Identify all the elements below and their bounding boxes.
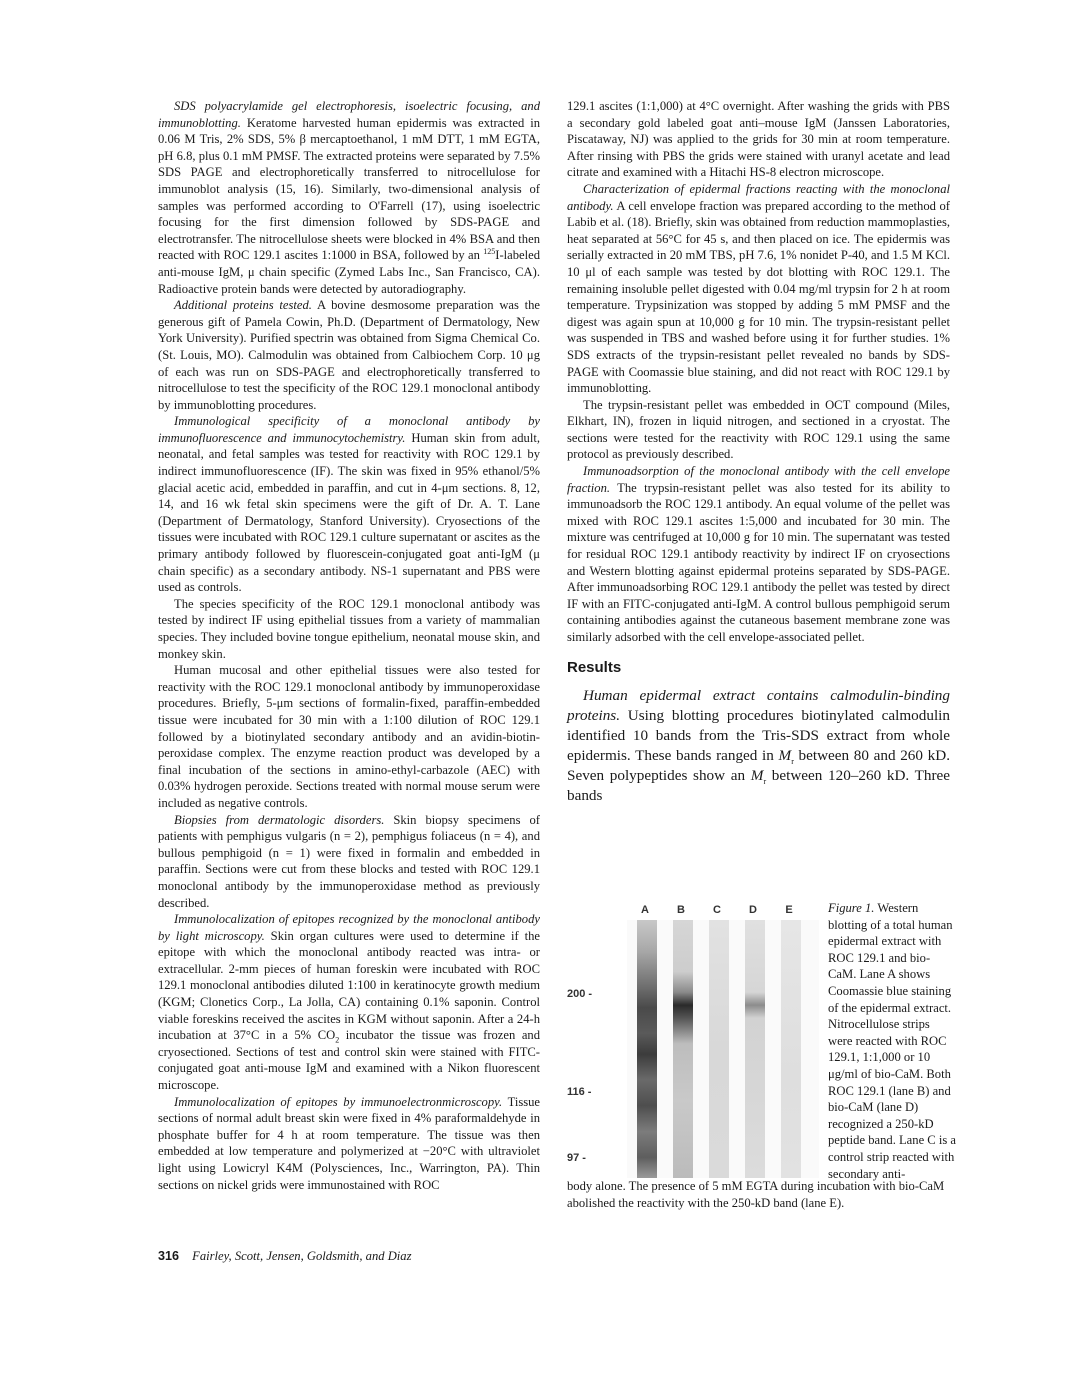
caption-text: Western blotting of a total human epidermal extract with ROC 129.1 and bio-CaM. Lane A shows Coomassie blue staining of the epidermal extract. Nitrocellulose strips were reacted with ROC 129.1, 1:1,000 or 10 μg/ml of bio-CaM. Both ROC 129.1 (lane B) and bio-CaM (lane D) recognized a 250-kD peptide band. Lane C is a control strip reacted with secondary anti- [828, 901, 956, 1181]
figure-1 [567, 900, 956, 1250]
mr-symbol: M [750, 767, 764, 785]
paragraph-text: Keratome harvested human epidermis was extracted in 0.06 M Tris, 2% SDS, 5% β mercaptoethanol, 1 mM DTT, 1 mM EGTA, pH 6.8, plus 0.1 mM PMSF. The extracted proteins were separated by 7.5% SDS PAGE and electrophoretically transferred to nitrocellulose for immunoblot analysis (15, 16). Similarly, two-dimensional analysis of samples was performed according to O'Farrell (17), using isoelectric focusing for the first dimension followed by SDS-PAGE and electrotransfer. The nitrocellulose sheets were blocked in 4% BSA and then reacted with ROC 129.1 ascites 1:1000 in BSA, followed by an [158, 115, 540, 263]
paragraph-heading: Biopsies from dermatologic disorders. [174, 812, 385, 827]
marker-97: 97 - [567, 1152, 586, 1164]
left-column [158, 98, 540, 1193]
lane-d [745, 920, 765, 1178]
paragraph-heading: Human epidermal extract contains calmodulin-binding proteins. [567, 687, 950, 725]
paragraph: Human mucosal and other epithelial tissues were also tested for reactivity with the ROC 129.1 monoclonal antibody by immunoperoxidase procedures. Briefly, 5-μm sections of formalin-fixed, paraffin-embedded tissue were incubated for 30 min with a 1:100 dilution of ROC 129.1 followed by a biotinylated secondary antibody and an avidin-biotin-peroxidase complex. The enzyme reaction product was developed by a final incubation of the sections in amino-ethyl-carbazole (AEC) with 0.03% hydrogen peroxide. Sections treated with normal mouse serum were included as negative controls. [158, 663, 540, 810]
paragraph [158, 413, 540, 596]
paragraph [158, 297, 540, 413]
figure-caption [828, 900, 956, 1182]
lane-label-a: A [641, 904, 649, 916]
subscript: r [763, 777, 767, 787]
paragraph [158, 98, 540, 297]
paragraph-text: Using blotting procedures biotinylated calmodulin identified 10 bands from the Tris-SDS extract from whole epidermis. These bands ranged in [567, 707, 950, 765]
paragraph-text: Tissue sections of normal adult breast skin were fixed in 4% paraformaldehyde in phosphate buffer for 4 h at room temperature. The tissue was then embedded at low temperature and polymerized at −20°C with ultraviolet light using Lowicryl K4M (Polysciences, Inc., Warrington, PA). Thin sections on nickel grids were immunostained with ROC [158, 1094, 541, 1192]
paragraph-text: The trypsin-resistant pellet was also tested for its ability to immunoadsorb the ROC 129.1 antibody. An equal volume of the pellet was mixed with ROC 129.1 ascites 1:5,000 and incubated for 30 min. The mixture was centrifuged at 10,000 g for 10 min. The supernatant was tested for residual ROC 129.1 antibody reactivity by indirect IF on cryosections and Western blotting against epidermal proteins separated by SDS-PAGE. After immunoadsorbing ROC 129.1 antibody the pellet was tested by direct IF with an FITC-conjugated anti-IgM. A control bullous pemphigoid serum containing antibodies against the cutaneous basement membrane zone was similarly adsorbed with the cell envelope-associated pellet. [567, 480, 950, 644]
western-blot-image [627, 904, 819, 1178]
paragraph-text: A bovine desmosome preparation was the generous gift of Pamela Cowin, Ph.D. (Department of Dermatology, New York University). Purified spectrin was obtained from Sigma Chemical Co. (St. Louis, MO). Calmodulin was obtained from Calbiochem Corp. 10 μg of each was run on SDS-PAGE and electrophoretically transferred to nitrocellulose to test the specificity of the ROC 129.1 monoclonal antibody by immunoblotting procedures. [158, 298, 540, 412]
lane-label-d: D [749, 904, 757, 916]
lane-label-e: E [785, 904, 793, 916]
paragraph [158, 911, 540, 1094]
author-list: Fairley, Scott, Jensen, Goldsmith, and Diaz [192, 1249, 412, 1263]
results-paragraph [567, 686, 950, 806]
paragraph [567, 463, 950, 646]
paragraph-heading: Additional proteins tested. [174, 298, 312, 313]
paragraph-text: between 80 and 260 kD. Seven polypeptides show an [567, 747, 950, 785]
paragraph-heading: Immunolocalization of epitopes by immunoelectronmicroscopy. [174, 1094, 503, 1109]
paragraph-text: I-labeled anti-mouse IgM, μ chain specific (Zymed Labs Inc., San Francisco, CA). Radioactive protein bands were detected by autoradiography. [158, 248, 540, 296]
paragraph-text: between 120–260 kD. Three bands [567, 767, 950, 805]
subscript: 2 [335, 1035, 340, 1045]
page-number: 316 [158, 1249, 180, 1263]
paragraph: The trypsin-resistant pellet was embedded in OCT compound (Miles, Elkhart, IN), frozen in liquid nitrogen, and sectioned in a cryostat. The sections were tested for the reactivity with ROC 129.1 using the same protocol as previously described. [567, 397, 950, 462]
lane-e [781, 920, 801, 1178]
paragraph-heading: Immunoadsorption of the monoclonal antibody with the cell envelope fraction. [567, 464, 950, 495]
subscript: r [791, 757, 794, 767]
paragraph-text: incubator the tissue was frozen and cryosectioned. Sections of test and control skin were stained with FITC-conjugated goat anti-mouse IgM and examined with a Nikon fluorescent microscope. [158, 1028, 541, 1093]
paragraph-text: Skin biopsy specimens of patients with pemphigus vulgaris (n = 2), pemphigus foliaceus (n = 4), and bullous pemphigoid (n = 1) were fixed in formalin and embedded in paraffin. Sections were cut from these blocks and tested with ROC 129.1 monoclonal antibody by the immunoperoxidase method as previously described. [158, 812, 540, 910]
section-heading: Results [567, 658, 622, 676]
page-footer [158, 1249, 412, 1264]
lane-label-b: B [677, 904, 685, 916]
paragraph-heading: Characterization of epidermal fractions reacting with the monoclonal antibody. [567, 181, 950, 213]
paragraph: 129.1 ascites (1:1,000) at 4°C overnight. After washing the grids with PBS a secondary gold labeled goat anti–mouse IgM (Janssen Laboratories, Piscataway, NJ) was applied to the grids for 30 min at room temperature. After rinsing with PBS the grids were stained with uranyl acetate and lead citrate and examined with a Hitachi HS-8 electron microscope. [567, 99, 950, 180]
lane-a [637, 920, 657, 1178]
mr-symbol: M [778, 747, 792, 765]
lane-b [673, 920, 693, 1178]
marker-116: 116 - [567, 1086, 592, 1098]
paragraph [158, 1094, 540, 1194]
paragraph: The species specificity of the ROC 129.1 monoclonal antibody was tested by indirect IF using epithelial tissues from a variety of mammalian species. They included bovine tongue epithelium, neonatal mouse skin, and monkey skin. [158, 596, 540, 661]
paragraph-heading: Immunological specificity of a monoclonal antibody by immunofluorescence and immunocytochemistry. [158, 414, 540, 445]
marker-200: 200 - [567, 988, 593, 1000]
paragraph-heading: Immunolocalization of epitopes recognized by the monoclonal antibody by light microscopy. [158, 912, 540, 943]
lane-c [709, 920, 729, 1178]
superscript: 125 [483, 247, 496, 257]
paragraph [567, 181, 950, 397]
figure-caption-continued: body alone. The presence of 5 mM EGTA during incubation with bio-CaM abolished the reactivity with the 250-kD band (lane E). [567, 1179, 945, 1210]
paragraph [158, 812, 540, 912]
right-column [567, 98, 950, 806]
paragraph-text: A cell envelope fraction was prepared according to the method of Labib et al. (18). Briefly, skin was obtained from reduction mammoplasties, heat separated at 56°C for 45 s, and then placed on ice. The epidermis was serially extracted in 20 mM TBS, pH 7.6, 1% nonidet P-40, and 1.5 M KCl. 10 μl of each sample was tested by dot blotting with ROC 129.1. The remaining insoluble pellet digested with 0.04 mg/ml trypsin for 2 h at room temperature. Trypsinization was stopped by adding 5 mM PMSF and the digest was again spun at 10,000 g for 10 min. The trypsin-resistant pellet was suspended in TBS and washed before using it for further studies. 1% SDS extracts of the trypsin-resistant pellet revealed no bands by SDS-PAGE with Coomassie blue staining, and did not react with ROC 129.1 by immunoblotting. [567, 198, 950, 396]
caption-label: Figure 1. [828, 901, 875, 915]
paragraph-heading: SDS polyacrylamide gel electrophoresis, isoelectric focusing, and immunoblotting. [158, 99, 540, 130]
lane-label-c: C [713, 904, 721, 916]
paragraph-text: Human skin from adult, neonatal, and fetal samples was tested for reactivity with ROC 129.1 by indirect immunofluorescence (IF). The skin was fixed in 95% ethanol/5% glacial acetic acid, embedded in paraffin, and cut in 4-μm sections. 8, 12, 14, and 16 wk fetal skin specimens were the gift of Dr. A. T. Lane (Department of Dermatology, Stanford University). Cryosections of the tissues were incubated with ROC 129.1 culture supernatant or ascites as the primary antibody followed by fluorescein-conjugated goat anti-IgM (μ chain specific) as a secondary antibody. NS-1 supernatant and PBS were used as controls. [158, 430, 540, 595]
paragraph-text: Skin organ cultures were used to determine if the epitope with which the monoclonal antibody reacted was intra- or extracellular. 2-mm pieces of human foreskin were incubated with ROC 129.1 monoclonal antibodies diluted 1:100 in keratinocyte growth medium (KGM; Clonetics Corp., La Jolla, CA) containing 0.1% saponin. Control viable foreskins received the ascites in KGM without saponin. After a 24-h incubation at 37°C in a 5% CO [158, 928, 540, 1043]
